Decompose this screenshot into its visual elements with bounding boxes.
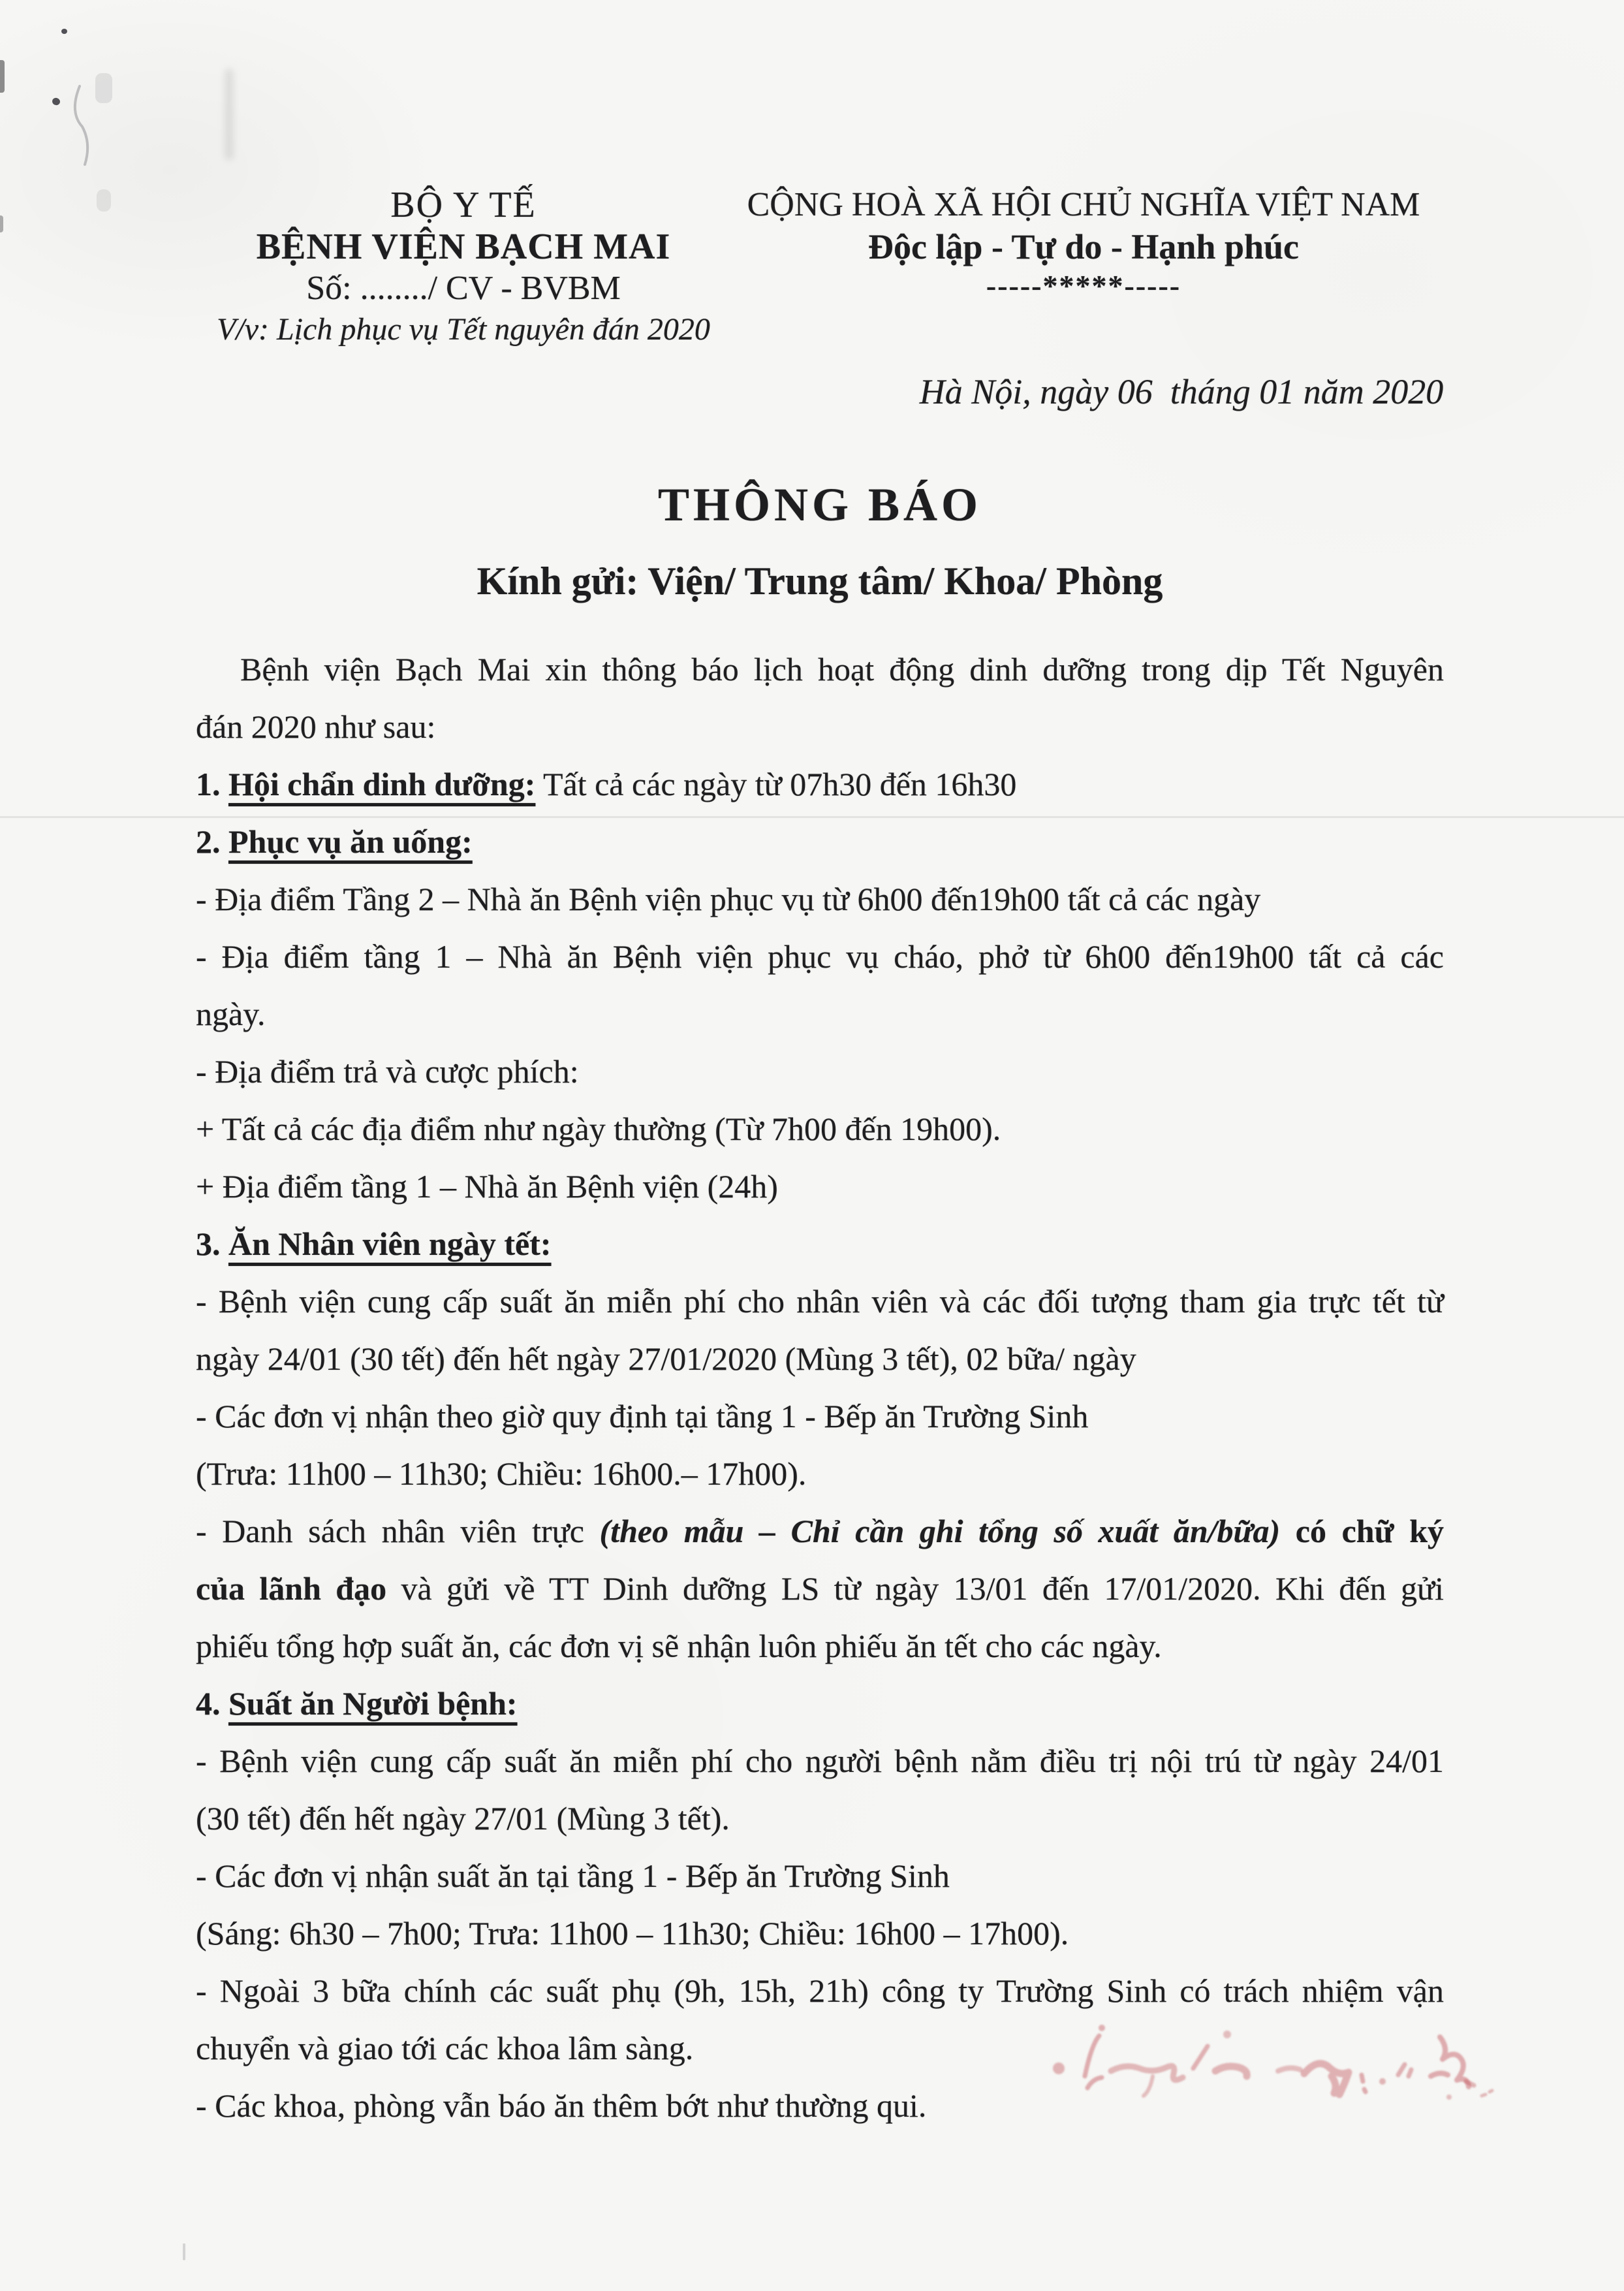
text-segment: Bệnh viện Bạch Mai xin thông báo lịch hoạt động dinh dưỡng trong dịp Tết Nguyên xyxy=(240,651,1444,687)
national-motto-block xyxy=(738,184,1429,304)
body-line xyxy=(196,1962,1444,2019)
place-and-date: Hà Nội, ngày 06 tháng 01 năm 2020 xyxy=(919,372,1444,411)
body-line xyxy=(196,1272,1444,1330)
document-title: THÔNG BÁO xyxy=(657,479,982,531)
text-segment: - Ngoài 3 bữa chính các suất phụ (9h, 15h, 21h) công ty Trường Sinh có trách nhiệm vận xyxy=(196,1972,1444,2009)
body-line xyxy=(196,698,1444,755)
hospital-name: BỆNH VIỆN BẠCH MAI xyxy=(256,227,671,267)
text-segment: phiếu tổng hợp suất ăn, các đơn vị sẽ nhận luôn phiếu ăn tết cho các ngày. xyxy=(196,1628,1162,1664)
text-segment: ngày. xyxy=(196,996,266,1032)
section-heading: Suất ăn Người bệnh: xyxy=(228,1685,518,1722)
body-line xyxy=(196,928,1444,985)
document-subject: V/v: Lịch phục vụ Tết nguyên đán 2020 xyxy=(217,312,710,347)
text-segment: - Địa điểm tầng 1 – Nhà ăn Bệnh viện phục vụ cháo, phở từ 6h00 đến19h00 tất cả các xyxy=(196,938,1444,975)
body-line xyxy=(196,813,1444,870)
body-line xyxy=(196,1617,1444,1675)
body-line xyxy=(196,1675,1444,1732)
body-line xyxy=(196,2077,1444,2134)
section-heading: Phục vụ ăn uống: xyxy=(228,823,473,860)
text-segment: 4. xyxy=(196,1685,228,1722)
scan-artifact xyxy=(61,29,67,34)
text-segment: - Địa điểm Tầng 2 – Nhà ăn Bệnh viện phục vụ từ 6h00 đến19h00 tất cả các ngày xyxy=(196,881,1261,917)
text-segment: của lãnh đạo xyxy=(196,1570,387,1607)
body-line xyxy=(196,1847,1444,1904)
issuing-authority-block xyxy=(176,184,751,350)
text-segment: đán 2020 như sau: xyxy=(196,708,436,745)
body-line xyxy=(196,1790,1444,1847)
body-line xyxy=(196,1732,1444,1790)
scan-artifact xyxy=(0,215,3,232)
text-segment: - Các khoa, phòng vẫn báo ăn thêm bớt như thường qui. xyxy=(196,2087,927,2124)
body-line xyxy=(196,640,1444,698)
text-segment: (Sáng: 6h30 – 7h00; Trưa: 11h00 – 11h30; Chiều: 16h00 – 17h00). xyxy=(196,1915,1069,1951)
text-segment: - Các đơn vị nhận theo giờ quy định tại tầng 1 - Bếp ăn Trường Sinh xyxy=(196,1398,1089,1434)
text-segment: có chữ ký xyxy=(1280,1513,1444,1549)
body-line xyxy=(196,985,1444,1043)
country-name: CỘNG HOÀ XÃ HỘI CHỦ NGHĨA VIỆT NAM xyxy=(747,186,1420,223)
text-segment: 3. xyxy=(196,1225,228,1262)
body-line xyxy=(196,870,1444,928)
text-segment: - Bệnh viện cung cấp suất ăn miễn phí cho người bệnh nằm điều trị nội trú từ ngày 24/01 xyxy=(196,1743,1444,1779)
body-line xyxy=(196,1215,1444,1272)
text-segment: + Địa điểm tầng 1 – Nhà ăn Bệnh viện (24h) xyxy=(196,1168,778,1205)
body-line xyxy=(196,755,1444,813)
body-line xyxy=(196,1904,1444,1962)
text-segment: Tất cả các ngày từ 07h30 đến 16h30 xyxy=(535,766,1017,802)
separator-ornament: -----*****----- xyxy=(986,269,1181,302)
text-segment: - Các đơn vị nhận suất ăn tại tầng 1 - Bếp ăn Trường Sinh xyxy=(196,1857,950,1894)
reference-number: Số: ......../ CV - BVBM xyxy=(306,270,621,307)
scan-artifact xyxy=(225,69,234,160)
text-segment: chuyển và giao tới các khoa lâm sàng. xyxy=(196,2030,694,2066)
ministry-name: BỘ Y TẾ xyxy=(390,185,537,225)
section-heading: Hội chẩn dinh dưỡng: xyxy=(228,766,536,802)
body-line xyxy=(196,2019,1444,2077)
body-line xyxy=(196,1445,1444,1502)
body-line xyxy=(196,1100,1444,1158)
scan-artifact xyxy=(51,97,61,106)
scan-artifact xyxy=(97,189,111,212)
text-segment: và gửi về TT Dinh dưỡng LS từ ngày 13/01 đến 17/01/2020. Khi đến gửi xyxy=(386,1570,1444,1607)
national-motto: Độc lập - Tự do - Hạnh phúc xyxy=(867,227,1300,266)
body-line xyxy=(196,1158,1444,1215)
text-segment: 1. xyxy=(196,766,228,802)
body-line xyxy=(196,1043,1444,1100)
body-line xyxy=(196,1387,1444,1445)
text-segment: 2. xyxy=(196,823,228,860)
text-segment: ngày 24/01 (30 tết) đến hết ngày 27/01/2020 (Mùng 3 tết), 02 bữa/ ngày xyxy=(196,1340,1136,1377)
scan-artifact xyxy=(95,73,112,103)
text-segment: (30 tết) đến hết ngày 27/01 (Mùng 3 tết). xyxy=(196,1800,730,1837)
scan-artifact xyxy=(183,2243,185,2260)
text-segment: (theo mẫu – Chỉ cần ghi tổng số xuất ăn/bữa) xyxy=(599,1513,1281,1549)
text-segment: - Danh sách nhân viên trực xyxy=(196,1513,600,1549)
scan-artifact xyxy=(63,84,102,168)
text-segment: - Bệnh viện cung cấp suất ăn miễn phí cho nhân viên và các đối tượng tham gia trực tết từ xyxy=(196,1283,1444,1319)
body-line xyxy=(196,1330,1444,1387)
scan-artifact xyxy=(0,60,5,93)
body-line xyxy=(196,1560,1444,1617)
body-line xyxy=(196,1502,1444,1560)
salutation-line: Kính gửi: Viện/ Trung tâm/ Khoa/ Phòng xyxy=(476,560,1163,603)
text-segment: - Địa điểm trả và cược phích: xyxy=(196,1053,579,1090)
section-heading: Ăn Nhân viên ngày tết: xyxy=(228,1225,552,1262)
body-text xyxy=(196,640,1444,2134)
text-segment: + Tất cả các địa điểm như ngày thường (Từ 7h00 đến 19h00). xyxy=(196,1111,1001,1147)
text-segment: (Trưa: 11h00 – 11h30; Chiều: 16h00.– 17h00). xyxy=(196,1455,807,1492)
